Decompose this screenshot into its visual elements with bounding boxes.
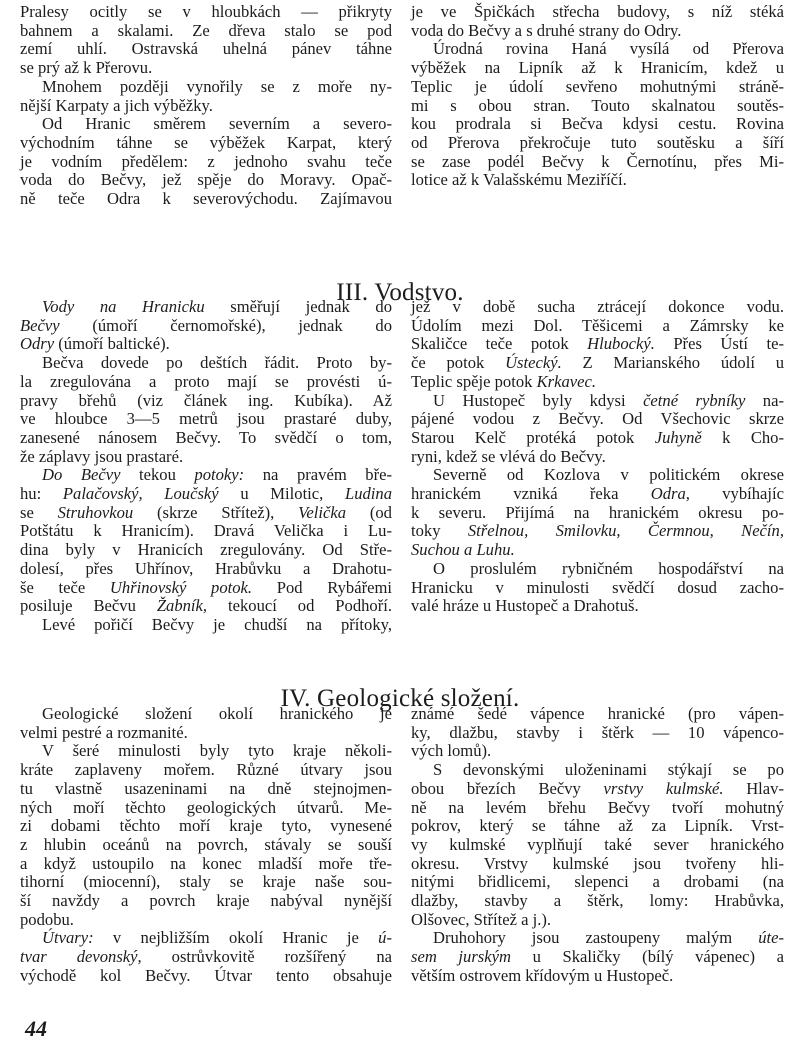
paragraph: Geologické složení okolí hranického je [42, 704, 392, 723]
page-number: 44 [25, 1016, 47, 1041]
paragraph: Úrodná rovina Haná vysílá od Přerova [433, 39, 784, 59]
paragraph: S devonskými uloženinami stýkají se po [433, 760, 784, 780]
column-bottom-right: známé šedé vápence hranické (pro vápen- ky, dlažbu, stavby i štěrk — 10 vápenco- vých lomů). S devonskými uloženinami stýkají se po obou březích Bečvy vrstvy kulmské. Hlav- ně na levém břehu Bečvy tvoří mohutný pokrov, který se táhne až za Lipník. Vrst- vy kulmské vyplňují také sever hranického okresu. Vrstvy kulmské jsou tvořeny hli- nitými břidlicemi, slepenci a drobami (na dlažby, stavby a štěrk, lomy: Hrabůvka, Olšovec, Střítež a j.). Druhohory jsou zastoupeny malým úte- sem jurským u Skaličky (bílý vápenec) a větším ostrovem křídovým u Hustopeč. [411, 704, 784, 985]
paragraph: Od Hranic směrem severním a severo- [42, 114, 392, 134]
paragraph: Levé pořičí Bečvy je chudší na přítoky, [42, 614, 392, 634]
paragraph: Druhohory jsou zastoupeny malým úte- [433, 928, 784, 948]
column-top-left: Pralesy ocitly se v hloubkách — přikryty bahnem a skalami. Ze dřeva stalo se pod zemí uhlí. Ostravská uhelná pánev táhne se prý až k Přerovu. Mnohem později vynořily se z moře ny- nější Karpaty a jich výběžky. Od Hranic směrem severním a severo- východním táhne se výběžek Karpat, který je vodním předělem: z jednoho svahu teče voda do Bečvy, jež spěje do Moravy. Opač- ně teče Odra k severovýchodu. Zajímavou [20, 2, 392, 209]
paragraph: Vody na Hranicku směřují jednak do [42, 297, 392, 316]
paragraph: Bečva dovede po deštích řádit. Proto by- [42, 353, 392, 373]
paragraph: Mnohem později vynořily se z moře ny- [42, 76, 392, 96]
paragraph: O proslulém rybničném hospodářství na [433, 558, 784, 578]
column-mid-right: jež v době sucha ztrácejí dokonce vodu. Údolím mezi Dol. Těšicemi a Zámrsky ke Skaličce teče potok Hlubocký. Přes Ústí te- če potok Ústecký. Z Marianského údolí u Teplic spěje potok Krkavec. U Hustopeč byly kdysi četné rybníky na- pájené vodou z Bečvy. Od Všechovic skrze Starou Kelč protéká potok Juhyně k Cho- ryni, kdež se vlévá do Bečvy. Severně od Kozlova v politickém okrese hranickém vzniká řeka Odra, vybíhajíc k severu. Přijímá na hranickém okresu po- toky Střelnou, Smilovku, Čermnou, Nečín, Suchou a Luhu. O proslulém rybničném hospodářství na Hranicku v minulosti svědčí dosud zacho- valé hráze u Hustopeč a Drahotuš. [411, 297, 785, 616]
section-heading-vodstvo: III. Vodstvo. [336, 278, 464, 306]
column-top-right: je ve Špičkách střecha budovy, s níž stéká voda do Bečvy a s druhé strany do Odry. Úrodná rovina Haná vysílá od Přerova výběžek na Lipník až k Hranicím, kdež u Teplic je údolí sevřeno mohutnými stráně- mi s obou stran. Touto skalnatou soutěs- kou prodrala si Bečva kdysi cestu. Rovina od Přerova překročuje tuto soutěsku a šíří se zase podél Bečvy k Černotínu, přes Mi- lotice až k Valašskému Meziříčí. [411, 2, 784, 190]
section-heading-geologicke-slozeni: IV. Geologické složení. [280, 684, 520, 712]
paragraph: Do Bečvy tekou potoky: na pravém bře- [42, 465, 392, 485]
paragraph: Pralesy ocitly se v hloubkách — přikryty [20, 2, 392, 21]
paragraph: Severně od Kozlova v politickém okrese [433, 465, 784, 485]
paragraph: U Hustopeč byly kdysi četné rybníky na- [433, 390, 784, 410]
paragraph: Útvary: v nejbližším okolí Hranic je ú- [42, 928, 392, 948]
column-bottom-left: Geologické složení okolí hranického je velmi pestré a rozmanité. V šeré minulosti byly tyto kraje několi- kráte zaplaveny mořem. Různé útvary jsou tu vlastně usazeninami na dně stejnojmen- ných moří těchto geologických útvarů. Me- zi dobami těchto moří kraje tyto, vynesené z hlubin oceánů na povrch, stávaly se souší a když ustoupilo na konec mladší moře tře- tihorní (miocenní), staly se kraje naše sou- ší navždy a povrch kraje nabýval nynější podobu. Útvary: v nejbližším okolí Hranic je ú- tvar devonský, ostrůvkovitě rozšířený na východě kol Bečvy. Útvar tento obsahuje [20, 704, 392, 985]
paragraph: V šeré minulosti byly tyto kraje několi- [42, 741, 392, 761]
column-mid-left: Vody na Hranicku směřují jednak do Bečvy (úmoří černomořské), jednak do Odry (úmoří baltické). Bečva dovede po deštích řádit. Proto by- la zregulována a proto mají se provésti ú- pravy břehů (viz článek ing. Kubíka). Až ve hloubce 3—5 metrů jsou prastaré duby, zanesené nánosem Bečvy. To svědčí o tom, že záplavy jsou prastaré. Do Bečvy tekou potoky: na pravém bře- hu: Palačovský, Loučský u Milotic, Ludina se Struhovkou (skrze Střítež), Velička (od Potštátu k Hranicím). Dravá Velička i Lu- dina byly v Hranicích zregulovány. Od Stře- dolesí, přes Uhřínov, Hrabůvku a Drahotu- še teče Uhřinovský potok. Pod Rybářemi posiluje Bečvu Žabník, tekoucí od Podhoří. Levé pořičí Bečvy je chudší na přítoky, [20, 297, 393, 634]
